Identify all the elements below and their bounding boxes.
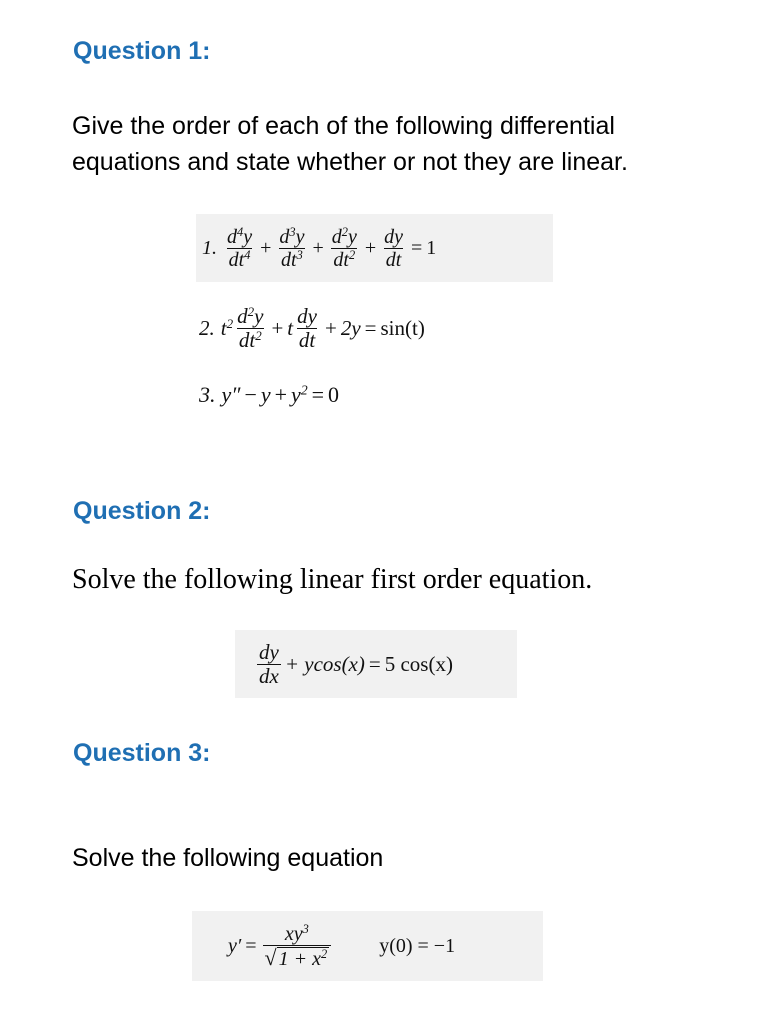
t-squared bbox=[221, 316, 233, 341]
fraction-d4y-dt4 bbox=[225, 224, 254, 271]
exp-2: 2 bbox=[226, 315, 234, 331]
equation-2-rhs: sin(t) bbox=[380, 315, 425, 340]
equation-1-rhs: 1 bbox=[426, 236, 437, 259]
frac-num-var: y bbox=[295, 225, 305, 248]
radicand-text: 1 + x bbox=[278, 947, 321, 970]
question-3-heading: Question 3: bbox=[73, 739, 211, 767]
question-2-rhs: 5 cos(x) bbox=[384, 651, 453, 676]
frac-num-exp: 4 bbox=[237, 224, 244, 239]
equals-sign: = bbox=[245, 934, 257, 957]
equals-sign: = bbox=[364, 315, 377, 340]
question-1-heading: Question 1: bbox=[73, 37, 211, 65]
frac-num-d: d bbox=[331, 225, 342, 248]
y-prime: y′ bbox=[228, 934, 242, 957]
frac-num-exp: 2 bbox=[247, 303, 255, 319]
fraction-d3y-dt3 bbox=[277, 224, 306, 271]
question-1-instructions-line1: Give the order of each of the following differential bbox=[72, 112, 615, 140]
frac-num-var: y bbox=[243, 225, 253, 248]
var-t: t bbox=[287, 315, 294, 340]
frac-den: dt bbox=[385, 248, 402, 271]
plus-sign: + bbox=[271, 315, 284, 340]
frac-den: dt bbox=[238, 327, 256, 352]
frac-num-exp: 3 bbox=[302, 921, 309, 936]
question-3-instructions: Solve the following equation bbox=[72, 844, 384, 872]
frac-num-var: y bbox=[347, 225, 357, 248]
frac-den-exp: 2 bbox=[255, 327, 262, 343]
term-2y: 2y bbox=[340, 315, 361, 340]
y-squared bbox=[291, 382, 308, 408]
y-double-prime: y″ bbox=[221, 382, 241, 407]
var-y: y bbox=[260, 382, 271, 407]
question-1-instructions bbox=[72, 108, 628, 180]
frac-num-d: d bbox=[279, 225, 290, 248]
frac-num-d: d bbox=[227, 225, 237, 248]
initial-condition: y(0) = −1 bbox=[379, 934, 456, 957]
radicand bbox=[277, 947, 330, 969]
frac-num-var: y bbox=[254, 303, 264, 328]
frac-den-exp: 2 bbox=[348, 247, 356, 262]
minus-sign: − bbox=[244, 382, 257, 407]
equals-sign: = bbox=[411, 236, 423, 259]
frac-num-exp: 2 bbox=[341, 224, 348, 239]
square-root bbox=[264, 944, 330, 970]
plus-sign: + bbox=[274, 382, 288, 407]
frac-den: dt bbox=[298, 327, 316, 352]
fraction-d2y-dt2 bbox=[235, 303, 265, 352]
equation-2 bbox=[199, 300, 425, 356]
fraction-d2y-dt2 bbox=[330, 224, 359, 271]
frac-num: xy bbox=[284, 922, 303, 945]
equation-3 bbox=[199, 377, 339, 413]
frac-num: dy bbox=[384, 225, 404, 248]
frac-den: dt bbox=[333, 248, 349, 271]
frac-den: dt bbox=[228, 248, 245, 271]
var-y: y bbox=[291, 382, 301, 407]
plus-sign: + bbox=[260, 236, 272, 259]
plus-sign: + bbox=[324, 315, 337, 340]
equation-1-label: 1. bbox=[202, 236, 217, 259]
frac-den: dx bbox=[259, 663, 279, 688]
frac-den-exp: 3 bbox=[296, 247, 303, 262]
term-ycos: + ycos(x) bbox=[284, 651, 365, 676]
plus-sign: + bbox=[312, 236, 324, 259]
radicand-exp: 2 bbox=[321, 946, 328, 961]
question-2-heading: Question 2: bbox=[73, 497, 211, 525]
question-2-instructions: Solve the following linear first order equation. bbox=[72, 564, 593, 595]
fraction-dy-dx bbox=[257, 639, 281, 688]
fraction-dy-dt bbox=[295, 303, 319, 352]
question-2-equation bbox=[235, 630, 517, 698]
fraction-xy3-sqrt bbox=[263, 921, 332, 970]
plus-sign: + bbox=[364, 236, 377, 259]
frac-num: dy bbox=[259, 639, 279, 664]
question-3-equation bbox=[192, 911, 543, 981]
equation-1 bbox=[196, 214, 553, 282]
frac-num-exp: 3 bbox=[289, 224, 296, 239]
equals-sign: = bbox=[368, 651, 381, 676]
fraction-dy-dt bbox=[382, 227, 405, 270]
frac-num: dy bbox=[297, 303, 317, 328]
frac-num-d: d bbox=[237, 303, 248, 328]
radical-icon: √ bbox=[264, 944, 277, 970]
frac-den-exp: 4 bbox=[244, 247, 251, 262]
equation-3-label: 3. bbox=[199, 382, 216, 407]
exp-2: 2 bbox=[300, 382, 308, 398]
question-1-instructions-line2: equations and state whether or not they are linear. bbox=[72, 148, 628, 176]
equation-2-label: 2. bbox=[199, 315, 215, 340]
var-t: t bbox=[220, 315, 227, 340]
equation-3-rhs: 0 bbox=[328, 382, 340, 407]
frac-den: dt bbox=[281, 248, 297, 271]
equals-sign: = bbox=[311, 382, 325, 407]
